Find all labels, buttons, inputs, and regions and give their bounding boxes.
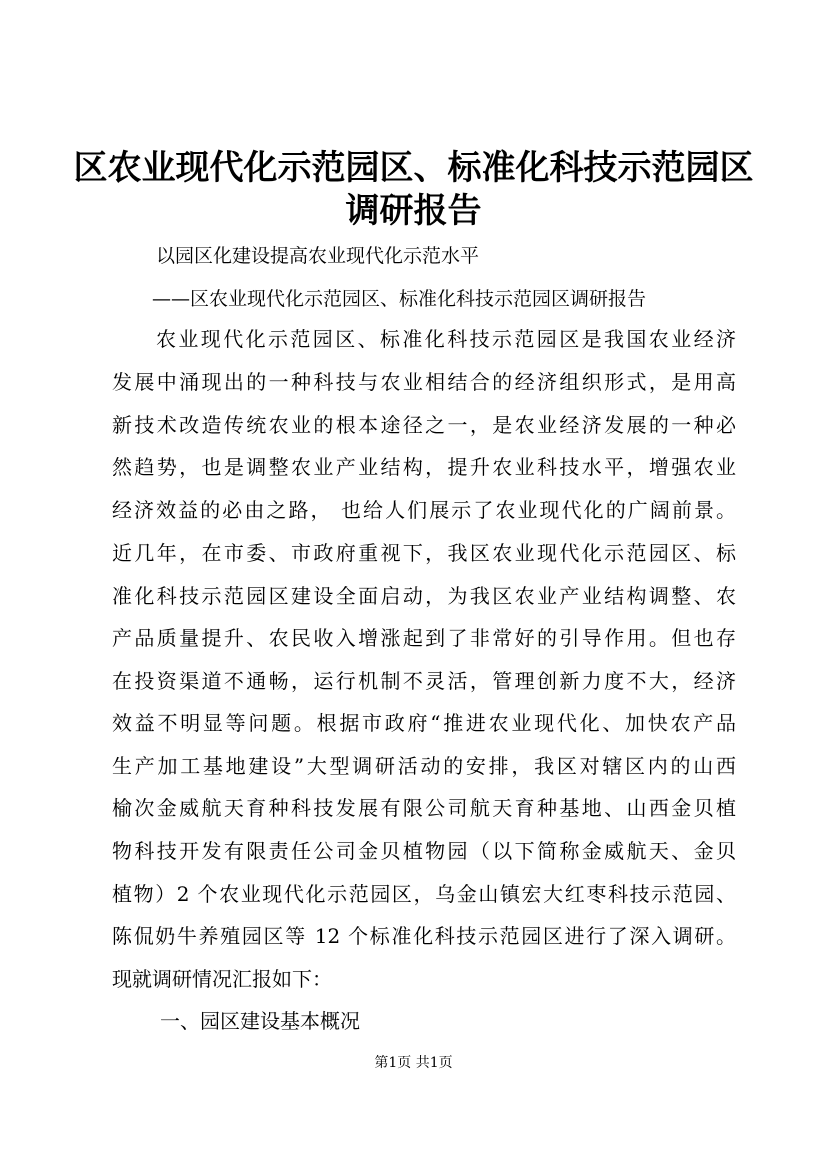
paragraph-line: 榆次金威航天育种科技发展有限公司航天育种基地、山西金贝植: [112, 796, 736, 820]
paragraph-line: 物科技开发有限责任公司金贝植物园（以下简称金威航天、金贝: [112, 839, 736, 863]
paragraph-line: 产品质量提升、农民收入增涨起到了非常好的引导作用。但也存: [112, 626, 736, 650]
paragraph-line: 发展中涌现出的一种科技与农业相结合的经济组织形式，是用高: [112, 370, 736, 394]
document-subtitle-attribution: ——区农业现代化示范园区、标准化科技示范园区调研报告: [152, 288, 647, 310]
paragraph-line: 植物）2 个农业现代化示范园区，乌金山镇宏大红枣科技示范园、: [112, 882, 736, 906]
paragraph-line: 然趋势，也是调整农业产业结构，提升农业科技水平，增强农业: [112, 455, 736, 479]
paragraph-line: 经济效益的必由之路， 也给人们展示了农业现代化的广阔前景。: [112, 498, 736, 522]
document-title-line-1: 区农业现代化示范园区、标准化科技示范园区: [73, 148, 754, 188]
paragraph-line: 效益不明显等问题。根据市政府“推进农业现代化、加快农产品: [112, 711, 736, 735]
document-subtitle: 以园区化建设提高农业现代化示范水平: [156, 245, 480, 267]
paragraph-line: 新技术改造传统农业的根本途径之一，是农业经济发展的一种必: [112, 413, 736, 437]
paragraph-line: 近几年，在市委、市政府重视下，我区农业现代化示范园区、标: [112, 541, 736, 565]
section-heading: 一、园区建设基本概况: [160, 1009, 360, 1033]
paragraph-line: 准化科技示范园区建设全面启动，为我区农业产业结构调整、农: [112, 584, 736, 608]
document-title-line-2: 调研报告: [345, 191, 482, 231]
paragraph-line: 农业现代化示范园区、标准化科技示范园区是我国农业经济: [156, 327, 736, 351]
paragraph-line: 生产加工基地建设”大型调研活动的安排，我区对辖区内的山西: [112, 754, 736, 778]
paragraph-line: 陈侃奶牛养殖园区等 12 个标准化科技示范园区进行了深入调研。: [112, 924, 736, 948]
paragraph-line: 现就调研情况汇报如下：: [112, 967, 332, 991]
page-footer: 第1页 共1页: [374, 1055, 453, 1071]
paragraph-line: 在投资渠道不通畅，运行机制不灵活，管理创新力度不大，经济: [112, 669, 736, 693]
